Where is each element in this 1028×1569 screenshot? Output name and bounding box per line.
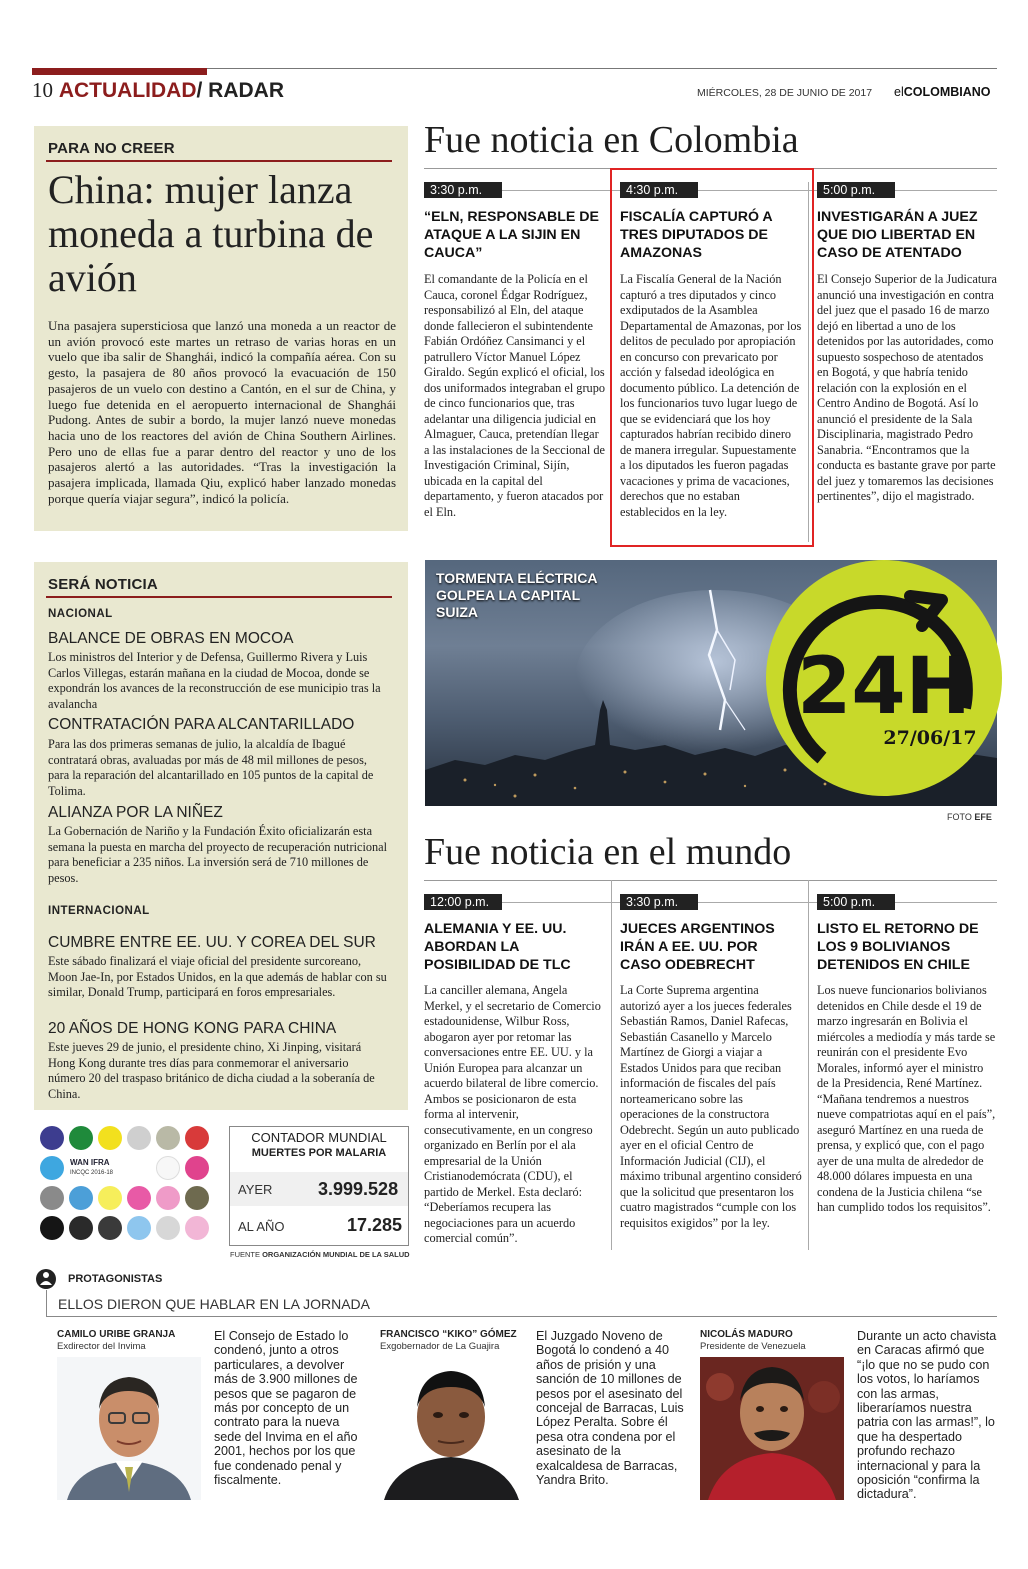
24h-badge-label: 24H xyxy=(797,642,971,732)
sera-item-title: 20 AÑOS DE HONG KONG PARA CHINA xyxy=(48,1020,337,1037)
photo-credit: FOTO EFE xyxy=(947,812,992,822)
mundo-headline: JUECES ARGENTINOS IRÁN A EE. UU. POR CASO ODEBRECHT xyxy=(620,921,775,973)
kicker-rule xyxy=(46,596,392,598)
color-swatch xyxy=(156,1126,180,1150)
24h-badge-date: 27/06/17 xyxy=(883,727,977,749)
para-no-creer-body: Una pasajera supersticiosa que lanzó una moneda a un reactor de un avión provocó este martes un retraso de varias horas en un vuelo que iba salir de Shanghái, indicó la compañía aérea. Con su gesto, la pasajera de 80 años provocó la evacuación de 150 pasajeros de un vuelo con destino a Cantón, en el sur de China, y luego fue detenida en el aeropuerto internacional de Shanghái Pudong. Antes de subir a bordo, la mujer lanzó nueve monedas hacia uno de los reactores del avión de China Southern Airlines. Pero uno de ellas fue a parar dentro del reactor y uno de los pasajeros alertó a las autoridades. “Tras la investigación la pasajera implicada, llamada Qiu, explicó haber lanzado monedas porque quería viajar segura”, indicó la policía. xyxy=(48,318,396,506)
protagonist-photo xyxy=(380,1357,523,1500)
color-swatch xyxy=(156,1216,180,1240)
protagonistas-kicker: PROTAGONISTAS xyxy=(68,1273,163,1285)
color-swatch xyxy=(69,1216,93,1240)
mundo-body: La canciller alemana, Angela Merkel, y el secretario de Comercio estadounidense, Wilbur Ross, abogaron ayer por retomar las conversaciones entre EE. UU. y la Unión Europea para alcanzar un acuerdo bilateral de libre comercio. Ambos se posicionaron de esta forma al intervenir, consecutivamente, en un congreso organizado en Berlín por el ala empresarial de la Unión Cristianodemócrata (CDU), el partido de Merkel. Esta declaró: “Deberíamos recupera las negociaciones para un acuerdo comercial común”. xyxy=(424,983,601,1245)
time-badge: 3:30 p.m. xyxy=(424,182,502,198)
sera-item-title: BALANCE DE OBRAS EN MOCOA xyxy=(48,630,294,647)
protagonist-photo xyxy=(700,1357,844,1500)
para-no-creer-kicker: PARA NO CREER xyxy=(48,140,175,157)
protagonist-name: FRANCISCO “KIKO” GÓMEZ xyxy=(380,1329,517,1340)
portrait-art xyxy=(700,1357,844,1500)
page-header: 10 ACTUALIDAD/ RADAR xyxy=(32,78,284,102)
counter-source: FUENTE ORGANIZACIÓN MUNDIAL DE LA SALUD xyxy=(230,1250,410,1259)
time-badge: 3:30 p.m. xyxy=(620,894,698,910)
color-swatch xyxy=(127,1216,151,1240)
counter-title: CONTADOR MUNDIAL xyxy=(251,1130,387,1145)
sera-item-title: CUMBRE ENTRE EE. UU. Y COREA DEL SUR xyxy=(48,934,376,951)
color-swatch xyxy=(40,1216,64,1240)
colombia-body: La Fiscalía General de la Nación capturó a tres diputados y cinco exdiputados de la Asamblea Departamental de Amazonas, por los delitos de peculado por apropiación en concurso con prevaricato por acción y falsedad ideológica en documento público. La detención de los funcionarios tuvo lugar luego de que se evidenciará que los hoy capturados habrían recibido dinero de manera irregular. Supuestamente a los diputados les fueron pagadas vacaciones y prima de vacaciones, derechos que no estaban establecidos en la ley. xyxy=(620,272,802,519)
colombia-body: El comandante de la Policía en el Cauca, coronel Édgar Rodríguez, responsabilizó al Eln, del ataque donde fallecieron el subintendente Fabián Ordóñez Cansimanci y el patrullero Víctor Manuel López Giraldo. Según explicó el oficial, los dos uniformados integraban el grupo de cinco funcionarios que, tras adelantar una diligencia judicial en Almaguer, Cauca, pretendían llegar a las instalaciones de la Seccional de Investigación Criminal, Sijín, ubicada en la capital del departamento, y fueron atacados por el Eln. xyxy=(424,272,605,519)
counter-subtitle: MUERTES POR MALARIA xyxy=(251,1147,387,1159)
internacional-label: INTERNACIONAL xyxy=(48,905,150,917)
protagonist-name: NICOLÁS MADURO xyxy=(700,1329,793,1340)
protagonistas-vrule xyxy=(46,1290,47,1316)
color-swatch xyxy=(40,1156,64,1180)
mundo-body: La Corte Suprema argentina autorizó ayer a los jueces federales Sebastián Ramos, Daniel Rafecas, Sebastián Casanello y Marcelo Martínez de Giorgi a viajar a Estados Unidos para que reciban información de fiscales del país norteamericano sobre las operaciones de la constructora Odebrecht. Según un auto publicado ayer en el oficial Centro de Información Judicial (CIJ), el máximo tribunal argentino consideró que la solicitud que presentaron los cuatro magistrados “cumple con los requisitos exigidos” por la ley. xyxy=(620,983,802,1230)
color-swatch xyxy=(69,1186,93,1210)
protagonistas-subtitle: ELLOS DIERON QUE HABLAR EN LA JORNADA xyxy=(58,1296,370,1312)
column-divider xyxy=(611,880,612,1250)
counter-label: AL AÑO xyxy=(238,1219,285,1234)
colombia-headline: INVESTIGARÁN A JUEZ QUE DIO LIBERTAD EN CASO DE ATENTADO xyxy=(817,209,978,261)
print-color-bars xyxy=(40,1126,210,1251)
portrait-art xyxy=(380,1357,523,1500)
title-rule xyxy=(424,880,997,881)
protagonist-role: Presidente de Venezuela xyxy=(700,1341,806,1352)
counter-label: AYER xyxy=(238,1182,273,1197)
time-badge: 5:00 p.m. xyxy=(817,894,895,910)
header-accent-bar xyxy=(32,68,207,75)
colombia-headline: “ELN, RESPONSABLE DE ATAQUE A LA SIJIN EN CAUCA” xyxy=(424,209,600,261)
24h-badge xyxy=(760,548,1010,810)
sera-item-text: Este jueves 29 de junio, el presidente chino, Xi Jinping, visitará Hong Kong durante tres días para conmemorar el aniversario número 20 del traspaso británico de dicha ciudad a la soberanía de China. xyxy=(48,1040,375,1101)
protagonist-role: Exgobernador de La Guajira xyxy=(380,1341,500,1352)
sera-item-text: Los ministros del Interior y de Defensa, Guillermo Rivera y Luis Carlos Villegas, estarán mañana en la ciudad de Mocoa, donde se expondrán los avances de la reconstrucción de ese municipio tras la avalancha xyxy=(48,650,381,711)
subsection-name: RADAR xyxy=(208,79,284,102)
protagonist-role: Exdirector del Invima xyxy=(57,1341,146,1352)
mundo-body: Los nueve funcionarios bolivianos detenidos en Chile desde el 19 de marzo ingresarán en Bolivia el miércoles a mediodía y más tarde se reunirán con el presidente Evo Morales, informó ayer el ministro de la Presidencia, René Martínez. “Mañana tendremos a nuestros nueve compatriotas aquí en el país”, aseguró Martínez en una rueda de prensa, y explicó que, con el pago ayer de una multa de alrededor de 48.000 dólares impuesta en una condena de la Justicia chilena “se han cumplido todos los requisitos”. xyxy=(817,983,996,1214)
kicker-rule xyxy=(46,160,392,162)
color-swatch xyxy=(40,1126,64,1150)
color-swatch xyxy=(98,1126,122,1150)
page-number: 10 xyxy=(32,78,53,102)
para-no-creer-headline: China: mujer lanza moneda a turbina de avión xyxy=(48,167,374,300)
color-swatch xyxy=(156,1186,180,1210)
color-swatch xyxy=(98,1216,122,1240)
protagonist-photo xyxy=(57,1357,201,1500)
sera-noticia-kicker: SERÁ NOTICIA xyxy=(48,576,158,593)
sera-item-title: CONTRATACIÓN PARA ALCANTARILLADO xyxy=(48,716,355,733)
highlight-box xyxy=(610,168,814,547)
color-swatch xyxy=(185,1186,209,1210)
mundo-section-title: Fue noticia en el mundo xyxy=(424,831,792,873)
wan-ifra-code: INCQC 2016-18 xyxy=(70,1170,114,1176)
colombia-headline: FISCALÍA CAPTURÓ A TRES DIPUTADOS DE AMAZONAS xyxy=(620,209,773,261)
time-badge: 4:30 p.m. xyxy=(620,182,698,198)
colombia-section-title: Fue noticia en Colombia xyxy=(424,119,799,161)
photo-caption: TORMENTA ELÉCTRICA GOLPEA LA CAPITAL SUIZA xyxy=(436,570,597,620)
mundo-headline: LISTO EL RETORNO DE LOS 9 BOLIVIANOS DETENIDOS EN CHILE xyxy=(817,921,979,973)
color-swatch xyxy=(156,1156,180,1180)
protagonist-text: Durante un acto chavista en Caracas afirmó que “¡lo que no se pudo con los votos, lo haríamos con las armas, liberaríamos nuestra patria con las armas!”, lo que ha despertado profundo rechazo internacional y para la oposición “confirma la dictadura”. xyxy=(857,1329,997,1502)
color-swatch xyxy=(127,1186,151,1210)
column-divider xyxy=(808,880,809,1250)
counter-value: 17.285 xyxy=(347,1215,403,1235)
protagonist-name: CAMILO URIBE GRANJA xyxy=(57,1329,176,1340)
portrait-art xyxy=(57,1357,201,1500)
sera-item-text: Para las dos primeras semanas de julio, la alcaldía de Ibagué contratará obras, avaluadas por más de 48 mil millones de pesos, para la reparación del alcantarillado en 105 puntos de la capital de Tolima. xyxy=(48,737,374,798)
wan-ifra-logo: WAN IFRA xyxy=(70,1158,110,1167)
protagonist-text: El Consejo de Estado lo condenó, junto a otros particulares, a devolver más de 3.900 millones de pesos que se pagaron de más por concepto de un contrato para la nueva sede del Invima en el año 2001, hechos por los que fue condenado penal y fiscalmente. xyxy=(214,1329,358,1488)
color-swatch xyxy=(40,1186,64,1210)
counter-value: 3.999.528 xyxy=(318,1179,399,1199)
color-swatch xyxy=(185,1156,209,1180)
time-badge: 12:00 p.m. xyxy=(424,894,502,910)
brand-logo: elCOLOMBIANO xyxy=(894,85,991,99)
protagonistas-rule xyxy=(46,1316,997,1317)
color-swatch xyxy=(185,1216,209,1240)
color-swatch xyxy=(185,1126,209,1150)
colombia-body: El Consejo Superior de la Judicatura anunció una investigación en contra del juez que el pasado 16 de marzo dejó en libertad a uno de los detenidos por las autoridades, como supuesto sospechoso de atentados en Bogotá, y que habría tenido relación con la explosión en el Centro Andino de Bogotá. Así lo anunció el presidente de la Sala Disciplinaria, magistrado Pedro Sanabria. “Encontramos que la conducta es bastante grave por parte del juez y tomaremos las decisiones pertinentes”, dijo el magistrado. xyxy=(817,272,997,503)
sera-item-text: Este sábado finalizará el viaje oficial del presidente surcoreano, Moon Jae-In, por Estados Unidos, en la que además de hablar con su similar, Donald Trump, participará en foros empresariales. xyxy=(48,954,387,999)
color-swatch xyxy=(98,1186,122,1210)
time-badge: 5:00 p.m. xyxy=(817,182,895,198)
issue-date: MIÉRCOLES, 28 DE JUNIO DE 2017 xyxy=(697,87,873,99)
time-rule xyxy=(424,902,997,903)
mundo-headline: ALEMANIA Y EE. UU. ABORDAN LA POSIBILIDAD DE TLC xyxy=(424,921,571,973)
color-swatch xyxy=(69,1126,93,1150)
protagonist-text: El Juzgado Noveno de Bogotá lo condenó a 40 años de prisión y una sanción de 10 millones de pesos por el asesinato del concejal de Barracas, Luis López Peralta. Sobre él pesa otra condena por el asesinato de la exalcaldesa de Barracas, Yandra Brito. xyxy=(536,1329,684,1488)
color-swatch xyxy=(127,1126,151,1150)
section-name: ACTUALIDAD xyxy=(58,79,197,102)
sera-item-title: ALIANZA POR LA NIÑEZ xyxy=(48,804,223,821)
sera-item-text: La Gobernación de Nariño y la Fundación Éxito oficializarán esta semana la puesta en marcha del proyecto de recuperación nutricional para beneficiar a 235 niños. La inversión será de 710 millones de pesos. xyxy=(48,824,388,885)
nacional-label: NACIONAL xyxy=(48,608,113,620)
person-icon xyxy=(36,1268,56,1290)
